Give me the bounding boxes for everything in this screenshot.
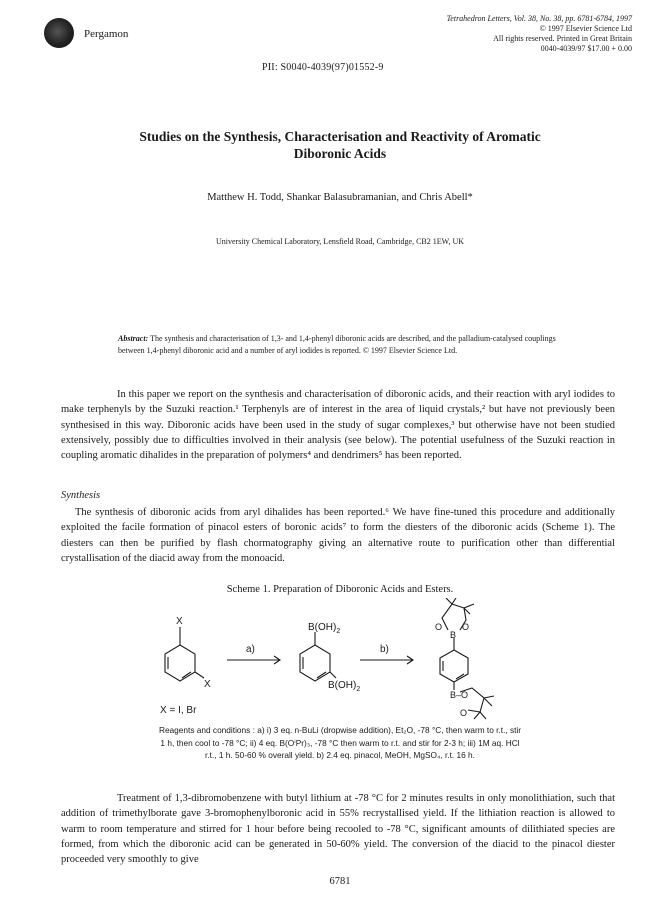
price-line: 0040-4039/97 $17.00 + 0.00 (540, 44, 632, 53)
page-number: 6781 (329, 876, 351, 887)
paragraph-intro: In this paper we report on the synthesis and characterisation of diboronic acids, and their reaction with aryl iodides to make terphenyls by the Suzuki reaction.¹ Terphenyls are of interest in the area of liquid crystals,² but have not previously been synthesised in this way. Diboronic acids have been used in the study of sugar complexes,³ but otherwise have not been studied extensively, possibly due to difficulties involved in their analysis (see below). The potential usefulness of the Suzuki reaction in coupling aromatic dihalides in the preparation of polymers⁴ and dendrimers⁵ has been reported. (61, 389, 615, 462)
reagents-and-conditions (100, 724, 580, 762)
abstract-label: Abstract: (118, 334, 149, 343)
section-heading-synthesis: Synthesis (61, 490, 101, 501)
ester-o-bottom: O (460, 708, 468, 718)
paragraph-synthesis: The synthesis of diboronic acids from aryl dihalides has been reported.⁶ We have fine-tuned this procedure and additionally exploited the facile formation of pinacol esters of boronic acids⁷ to form the diesters of the diboronic acids (Scheme 1). The diesters can then be purified by flash chormatography giving an alternative route to purification other than differential crystallisation of the diacid away from the monoacid. (61, 507, 615, 564)
scheme-1-diagram (120, 598, 560, 722)
journal-citation (332, 14, 632, 54)
title-line-1: Studies on the Synthesis, Characterisation and Reactivity of Aromatic (139, 129, 541, 144)
boronic-acid-meta: $B(OH)_2$ (328, 680, 361, 693)
ester-b-bottom: B–O (450, 690, 469, 700)
benzene-ring-3 (440, 650, 468, 682)
abstract-text: The synthesis and characterisation of 1,3- and 1,4-phenyl diboronic acids are described, and the palladium-catalysed couplings between 1,4-phenyl diboronic acid and a number of aryl iodides is reported. © 1997 Elsevier Science Ltd. (118, 334, 556, 355)
reagents-line-2: 1 h, then cool to -78 °C; ii) 4 eq. B(OⁱPr)₃, -78 °C then warm to r.t. and stir for 2-3 h; iii) 1M aq. HCl (160, 737, 520, 748)
reagents-line-1: Reagents and conditions : a) i) 3 eq. n-BuLi (dropwise addition), Et₂O, -78 °C, then warm to r.t., stir (158, 725, 522, 735)
copyright-line: © 1997 Elsevier Science Ltd (539, 24, 632, 33)
pii-identifier: PII: S0040-4039(97)01552-9 (262, 62, 384, 73)
title-line-2: Diboronic Acids (293, 146, 387, 161)
boronic-acid-top: $B(OH)_2$ (308, 622, 341, 635)
paragraph-treatment: Treatment of 1,3-dibromobenzene with butyl lithium at -78 °C for 2 minutes results in only monolithiation, such that addition of trimethylborate gave 3-bromophenylboronic acid in 55% recrystallised yield. If the lithiation reaction is allowed to warm to room temperature and stirred for 1 hour before being recooled to -78 °C, significant amounts of dilithiated species are formed, from which the diboronic acid can be generated in 50-60% yield. The conversion of the diacid to the pinacol diester proceeded very smoothly to give (61, 793, 615, 866)
rights-line: All rights reserved. Printed in Great Britain (493, 34, 632, 43)
scheme-caption: Scheme 1. Preparation of Diboronic Acids and Esters. (226, 584, 454, 595)
abstract (118, 333, 568, 357)
publisher-name: Pergamon (84, 28, 129, 40)
benzene-ring-1 (165, 645, 195, 681)
step-a-label: a) (246, 644, 255, 655)
affiliation: University Chemical Laboratory, Lensfield Road, Cambridge, CB2 1EW, UK (215, 237, 465, 246)
step-b-label: b) (380, 644, 389, 655)
ester-o-left: O (435, 622, 443, 632)
bond-x-meta (195, 672, 204, 678)
pergamon-logo (44, 18, 74, 48)
x-label-top: X (176, 616, 183, 627)
paper-title (60, 128, 620, 162)
ester-o-right: O (462, 622, 470, 632)
benzene-ring-2 (300, 645, 330, 681)
ester-b-top: B (450, 630, 457, 640)
x-definition: X = I, Br (160, 705, 197, 716)
x-label-meta: X (204, 679, 211, 690)
reagents-line-3: r.t., 1 h. 50-60 % overall yield. b) 2.4 eq. pinacol, MeOH, MgSO₄, r.t. 16 h. (205, 750, 475, 760)
journal-line: Tetrahedron Letters, Vol. 38, No. 38, pp. 6781-6784, 1997 (446, 14, 632, 23)
author-list: Matthew H. Todd, Shankar Balasubramanian, and Chris Abell* (207, 192, 473, 203)
